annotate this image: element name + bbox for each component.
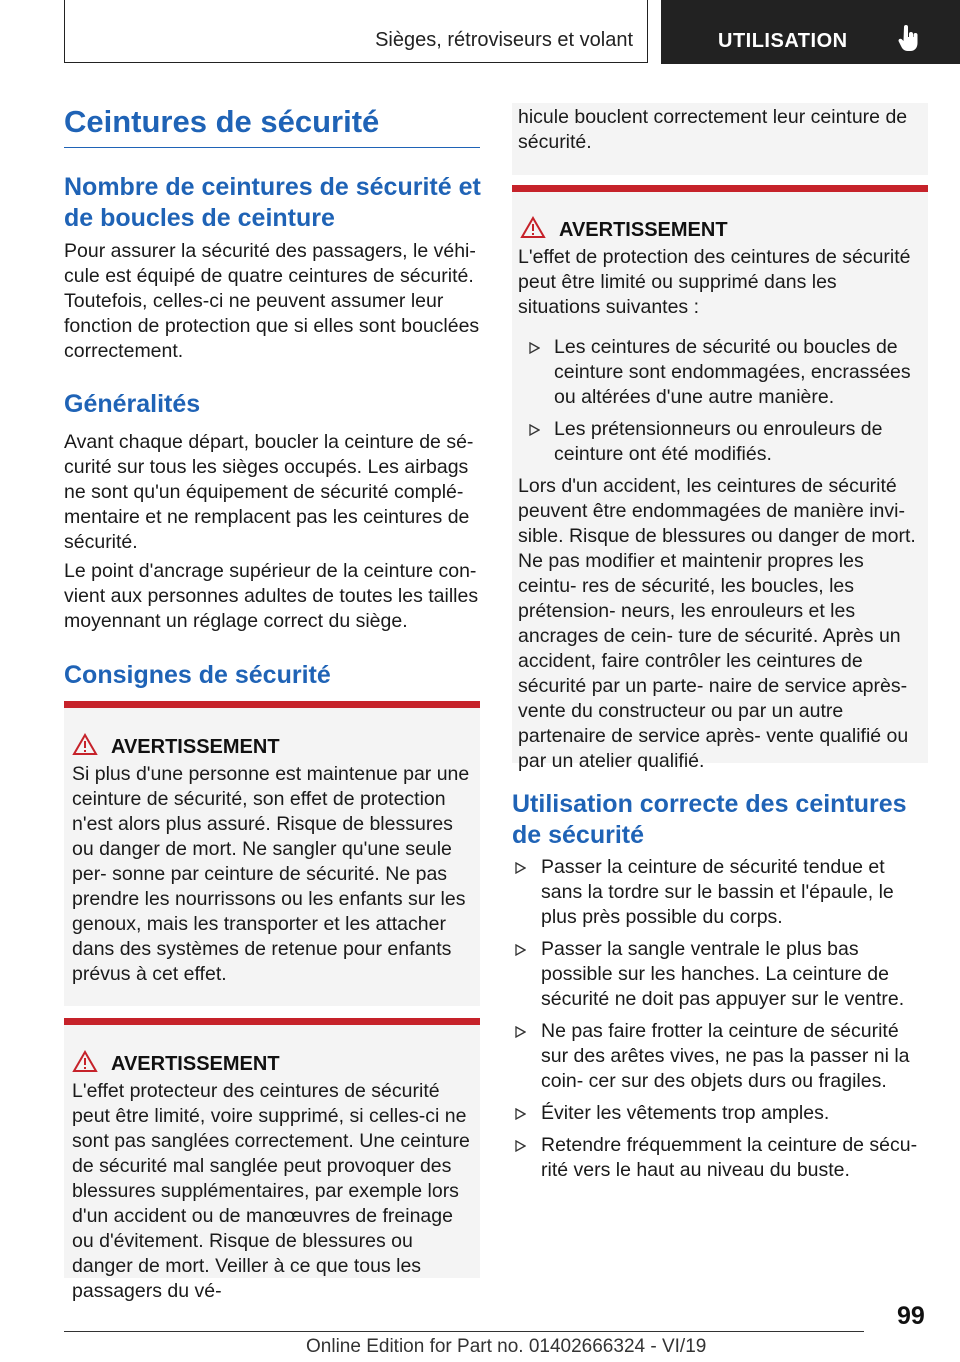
- triangle-bullet-icon: [528, 342, 540, 354]
- section-heading-consignes: Consignes de sécurité: [64, 661, 331, 689]
- warning-triangle-icon: [520, 216, 546, 239]
- header-chapter-title: UTILISATION: [718, 30, 848, 52]
- warning-box-2: [64, 1018, 480, 1302]
- list-item: Ne pas faire frotter la ceinture de sécurité sur des arêtes vives, ne pas la passer ni la coin- cer sur des objets durs ou fragiles.: [541, 1020, 910, 1092]
- list-item: Passer la sangle ventrale le plus bas possible sur les hanches. La ceinture de sécurité ne doit pas appuyer sur le ventre.: [541, 938, 905, 1010]
- list-item: Éviter les vêtements trop amples.: [541, 1102, 830, 1124]
- warning-triangle-icon: [72, 1050, 98, 1073]
- triangle-bullet-icon: [514, 1108, 526, 1120]
- section-text-generalites-2: Le point d'ancrage supérieur de la ceinture con- vient aux personnes adultes de toutes les tailles moyennant un réglage correct du siège.: [64, 560, 479, 632]
- warning-title: AVERTISSEMENT: [111, 736, 280, 758]
- section-heading-generalites: Généralités: [64, 390, 201, 418]
- section-text-nombre: Pour assurer la sécurité des passagers, le véhi- cule est équipé de quatre ceintures de sécurité. Toutefois, celles-ci ne peuvent assumer leur fonction de protection que si elles sont bouclées correctement.: [64, 240, 480, 362]
- section-heading-utilisation: Utilisation correcte des ceintures de sécurité: [512, 790, 907, 849]
- triangle-bullet-icon: [514, 1026, 526, 1038]
- warning-title: AVERTISSEMENT: [111, 1053, 280, 1075]
- list-item: Les prétensionneurs ou enrouleurs de ceinture ont été modifiés.: [554, 418, 883, 465]
- list-item: Retendre fréquemment la ceinture de sécu- rité vers le haut au niveau du buste.: [541, 1134, 918, 1181]
- footer-rule: [64, 1331, 864, 1332]
- list-item: Passer la ceinture de sécurité tendue et sans la tordre sur le bassin et l'épaule, le plus près possible du corps.: [541, 856, 894, 928]
- warning-title: AVERTISSEMENT: [559, 219, 728, 241]
- warning-text: Si plus d'une personne est maintenue par une ceinture de sécurité, son effet de protection n'est alors plus assuré. Risque de blessures ou danger de mort. Ne sangler qu'une seule per- sonne par ceinture de sécurité. Ne pas prendre les nourrissons ou les enfants sur les genoux, mais les transporter et les attacher dans des systèmes de retenue pour enfants prévus à cet effet.: [72, 763, 470, 985]
- triangle-bullet-icon: [514, 862, 526, 874]
- section-text-generalites-1: Avant chaque départ, boucler la ceinture de sé- curité sur tous les sièges occupés. Les airbags ne sont qu'un équipement de sécurité complé- mentaire et ne remplacent pas les ceintures de sécurité.: [64, 431, 474, 553]
- warning-box-3: [512, 185, 928, 772]
- triangle-bullet-icon: [514, 1140, 526, 1152]
- header-chapter-tab: [661, 0, 960, 64]
- hand-pointer-icon: [897, 25, 919, 53]
- warning-text: L'effet protecteur des ceintures de sécurité peut être limité, voire supprimé, si celles-ci ne sont pas sanglées correctement. Une ceinture de sécurité mal sanglée peut provoquer des blessures supplémentaires, par exemple lors d'un accident ou de manœuvres de freinage ou d'évitement. Risque de blessures ou danger de mort. Veiller à ce que tous les passagers du vé-: [72, 1080, 470, 1302]
- header-section-title: Sièges, rétroviseurs et volant: [375, 29, 633, 51]
- header-section-tab: [64, 0, 648, 63]
- list-item: Les ceintures de sécurité ou boucles de ceinture sont endommagées, encrassées ou altérées d'une autre manière.: [554, 336, 911, 408]
- triangle-bullet-icon: [514, 944, 526, 956]
- warning-text: Lors d'un accident, les ceintures de sécurité peuvent être endommagées de manière invi- sible. Risque de blessures ou danger de mort. Ne pas modifier et maintenir propres les ceintu- res de sécurité, les boucles, les prétension- neurs, les enrouleurs et les ancrages de cein- ture de sécurité. Après un accident, faire contrôler les ceintures de sécurité par un parte- naire de service après-vente du constructeur ou par un autre partenaire de service après- vente qualifié ou par un atelier qualifié.: [518, 475, 916, 772]
- warning-triangle-icon: [72, 733, 98, 756]
- warning-intro: L'effet de protection des ceintures de sécurité peut être limité ou supprimé dans les situations suivantes :: [518, 246, 911, 318]
- title-rule: [64, 147, 480, 148]
- page-title: Ceintures de sécurité: [64, 104, 380, 139]
- warning-box-continued: [512, 103, 928, 175]
- warning-text-continued: hicule bouclent correctement leur ceinture de sécurité.: [518, 106, 908, 153]
- footer-edition: Online Edition for Part no. 01402666324 - VI/19: [306, 1336, 707, 1357]
- triangle-bullet-icon: [528, 424, 540, 436]
- section-heading-nombre: Nombre de ceintures de sécurité et de boucles de ceinture: [64, 173, 481, 232]
- page-number: 99: [897, 1302, 925, 1330]
- warning-box-1: [64, 701, 480, 1006]
